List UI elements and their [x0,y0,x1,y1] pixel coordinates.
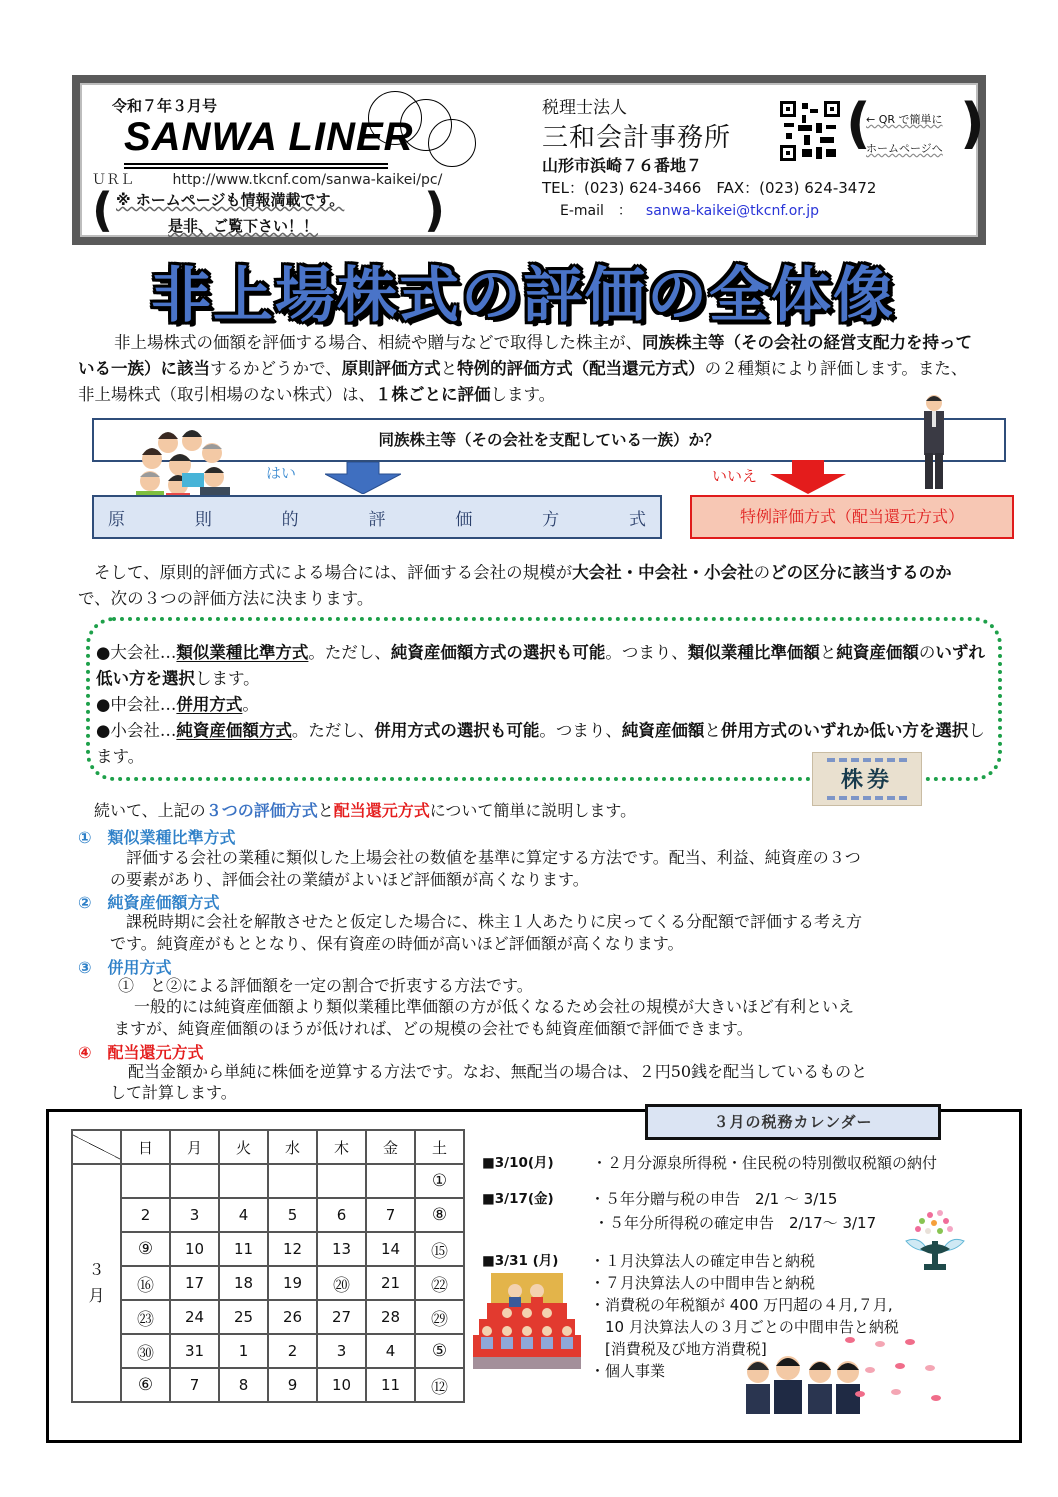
section-body-3: ① と②による評価額を一定の割合で折衷する方法です。 [118,976,533,995]
intro-paragraph: 非上場株式の価額を評価する場合、相続や贈与などで取得した株主が、同族株主等（その会社の経営支配力を持っている一族）に該当するかどうかで、原則評価方式と特例的評価方式（配当還元方式）の２種類により評価します。また、非上場株式（取引相場のない株式）は、１株ごとに評価します。 [78,333,972,404]
issue-label: 令和７年３月号 [112,97,218,115]
yes-label: はい [266,464,297,482]
firm-name: 三和会計事務所 [542,123,732,153]
firm-phone-fax: TEL：(023) 624-3466 FAX：(023) 624-3472 [542,179,877,197]
calendar-week: 2 3 4 5 6 7 ⑧ [72,1198,464,1232]
section-body-3c: ますが、純資産価額のほうが低ければ、どの規模の会社でも純資産価額で評価できます。 [114,1019,753,1038]
firm-type: 税理士法人 [542,98,627,118]
calendar-week: ㉚ 31 1 2 3 4 ⑤ [72,1334,464,1368]
url-link[interactable]: http://www.tkcnf.com/sanwa-kaikei/pc/ [172,172,443,188]
calendar-week: ⑨ 10 11 12 13 14 ⑮ [72,1232,464,1266]
tax-date: ■3/10(月) [482,1155,554,1171]
size-paragraph: そして、原則的評価方式による場合には、評価する会社の規模が大会社・中会社・小会社のどの区分に該当するのかで、次の３つの評価方法に決まります。 [78,563,952,608]
section-heading-4: ④ 配当還元方式 [78,1043,204,1062]
bracket-left: ( [92,183,114,237]
march-calendar [71,1129,465,1403]
email-link[interactable]: sanwa-kaikei@tkcnf.or.jp [645,203,819,219]
tax-item: ・７月決算法人の中間申告と納税 [590,1274,816,1292]
tax-item: [消費税及び地方消費税] [590,1340,767,1358]
section-heading-3: ③ 併用方式 [78,958,172,977]
tax-item: ・２月分源泉所得税・住民税の特別徴収税額の納付 [592,1154,938,1172]
qr-note-2[interactable]: ホームページへ [866,142,943,155]
email-label: E-mail ： [560,203,632,219]
page-title: 非上場株式の評価の全体像 [151,261,895,331]
newsletter-logo: SANWA LINER [124,115,414,159]
weekday-header: 火 [219,1130,268,1164]
family-illustration-icon [130,425,240,503]
homepage-note-2: 是非、ご覧下さい！！ [168,217,319,235]
tax-item: ・消費税の年税額が 400 万円超の４月,７月, [590,1296,893,1314]
calendar-week: ３月 ① [72,1164,464,1198]
bracket-right: ) [424,183,446,237]
section-body-1: 評価する会社の業種に類似した上場会社の数値を基準に算定する方法です。配当、利益、純資産の３つ [126,848,861,867]
section-heading-2: ② 純資産価額方式 [78,893,220,912]
section-body-3b: 一般的には純資産価額より類似業種比準価額の方が低くなるため会社の規模が大きいほど有利といえ [134,997,855,1016]
month-label: ３月 [72,1164,121,1402]
no-label: いいえ [712,467,758,485]
explain-intro: 続いて、上記の３つの評価方式と配当還元方式について簡単に説明します。 [94,801,637,820]
weekday-header: 水 [268,1130,317,1164]
stock-certificate-icon: 株券 [812,752,922,806]
tier-small-company: ●小会社…純資産価額方式。ただし、併用方式の選択も可能。つまり、純資産価額と併用方式のいずれか低い方を選択します。 [96,721,985,766]
firm-email [560,200,819,220]
section-body-2b: です。純資産がもととなり、保有資産の時価が高いほど評価額が高くなります。 [110,934,684,953]
weekday-header: 土 [415,1130,464,1164]
businessman-illustration-icon [918,393,950,493]
weekday-header: 木 [317,1130,366,1164]
cherry-petals-icon [840,1330,950,1410]
calendar-week: ㉓ 24 25 26 27 28 ㉙ [72,1300,464,1334]
tax-item: 10 月決算法人の３月ごとの中間申告と納税 [590,1318,899,1336]
bracket-right: ) [960,92,985,155]
weekday-header: 日 [121,1130,170,1164]
firm-address: 山形市浜崎７６番地７ [542,156,703,175]
calendar-corner [72,1130,121,1164]
calendar-week: ⑯ 17 18 19 ⑳ 21 ㉒ [72,1266,464,1300]
tier-large-company: ●大会社…類似業種比準方式。ただし、純資産価額方式の選択も可能。つまり、類似業種比準価額と純資産価額のいずれ低い方を選択します。 [96,643,985,688]
newsletter-header [72,75,986,245]
section-body-4: 配当金額から単純に株価を逆算する方法です。なお、無配当の場合は、２円50銭を配当しているものと [128,1062,868,1081]
tax-date: ■3/17(金) [482,1191,554,1207]
tax-date: ■3/31 (月) [482,1253,559,1269]
tax-item: ・５年分贈与税の申告 2/1 ～ 3/15 [590,1190,838,1208]
tier-medium-company: ●中会社…併用方式。 [96,695,259,714]
section-heading-1: ① 類似業種比準方式 [78,828,236,847]
calendar-week: ⑥ 7 8 9 10 11 ⑫ [72,1368,464,1402]
arrow-down-icon [770,460,846,494]
section-body-4b: して計算します。 [110,1083,237,1102]
special-method-box: 特例評価方式（配当還元方式） [690,495,1014,539]
hina-dolls-illustration-icon [473,1273,581,1371]
principle-method-box: 原 則 的 評 価 方 式 [92,495,662,539]
weekday-header: 月 [170,1130,219,1164]
weekday-header: 金 [366,1130,415,1164]
ring-icon [428,119,476,167]
flowchart-question: 同族株主等（その会社を支配している一族）か？ [92,418,1006,462]
tax-item: ・５年分所得税の確定申告 2/17～ 3/17 [594,1214,877,1232]
arrow-down-icon [325,462,401,494]
tax-item: ・個人事業 [590,1362,666,1380]
website-url[interactable] [92,169,442,189]
section-body-1b: の要素があり、評価会社の業績がよいほど評価額が高くなります。 [110,870,589,889]
tax-calendar-title: ３月の税務カレンダー [645,1104,941,1140]
homepage-note: ※ ホームページも情報満載です。 [116,191,345,209]
bracket-left: ( [846,92,871,155]
url-label: ＵＲＬ [92,172,134,188]
section-body-2: 課税時期に会社を解散させたと仮定した場合に、株主１人あたりに戻ってくる分配額で評価する考え方 [126,912,863,931]
qr-code-icon[interactable] [780,101,840,161]
hydrangea-illustration-icon [900,1205,970,1275]
tax-item: ・１月決算法人の確定申告と納税 [590,1252,816,1270]
qr-note: ← QR で簡単に [866,113,943,126]
